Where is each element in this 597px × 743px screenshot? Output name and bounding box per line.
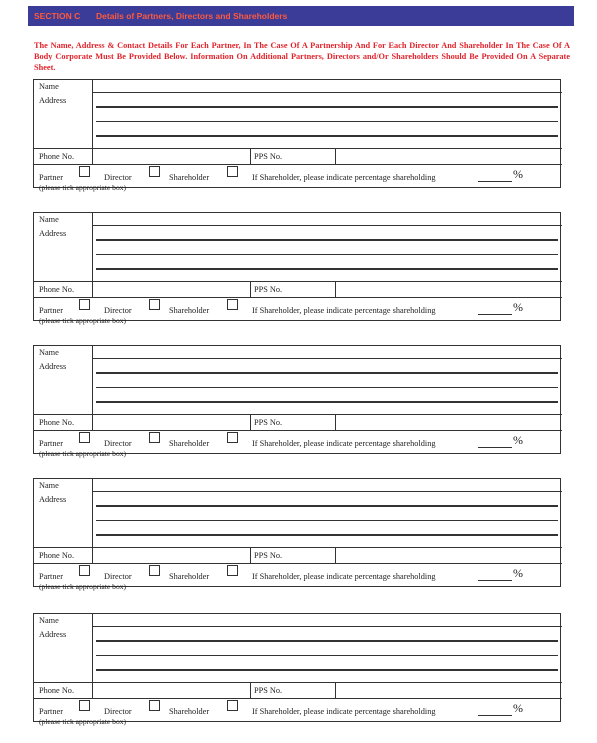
percent-sign: %: [513, 566, 523, 580]
name-label: Name: [39, 82, 59, 91]
pps-label: PPS No.: [254, 285, 283, 294]
percent-sign: %: [513, 167, 523, 181]
director-checkbox[interactable]: [149, 432, 160, 443]
shareholder-label: Shareholder: [169, 572, 210, 581]
partner-entry-block: [33, 613, 561, 726]
phone-pps-divider: [250, 414, 251, 430]
address-line[interactable]: [96, 640, 558, 642]
shareholder-checkbox[interactable]: [227, 166, 238, 177]
row-divider: [34, 414, 562, 415]
pps-label: PPS No.: [254, 418, 283, 427]
shareholder-label: Shareholder: [169, 173, 210, 182]
partner-checkbox[interactable]: [79, 299, 90, 310]
partner-entry-block: [33, 345, 561, 458]
shareholder-checkbox[interactable]: [227, 432, 238, 443]
shareholding-prompt: If Shareholder, please indicate percentage shareholding: [252, 572, 436, 581]
director-checkbox[interactable]: [149, 166, 160, 177]
name-underline: [92, 92, 562, 93]
shareholding-prompt: If Shareholder, please indicate percentage shareholding: [252, 707, 436, 716]
address-line[interactable]: [96, 239, 558, 241]
pps-value-divider: [335, 148, 336, 164]
pps-value-divider: [335, 414, 336, 430]
address-line[interactable]: [96, 106, 558, 108]
phone-label: Phone No.: [39, 418, 75, 427]
percent-sign: %: [513, 300, 523, 314]
director-label: Director: [104, 572, 132, 581]
address-line[interactable]: [96, 534, 558, 536]
address-label: Address: [39, 630, 67, 639]
section-code: SECTION C: [34, 11, 81, 21]
address-line[interactable]: [96, 254, 558, 255]
phone-label: Phone No.: [39, 285, 75, 294]
name-underline: [92, 626, 562, 627]
address-line[interactable]: [96, 121, 558, 122]
phone-label: Phone No.: [39, 686, 75, 695]
name-underline: [92, 358, 562, 359]
shareholding-prompt: If Shareholder, please indicate percentage shareholding: [252, 173, 436, 182]
shareholding-percent-line[interactable]: [478, 447, 512, 448]
row-divider: [34, 148, 562, 149]
shareholding-prompt: If Shareholder, please indicate percentage shareholding: [252, 439, 436, 448]
shareholder-checkbox[interactable]: [227, 299, 238, 310]
pps-value-divider: [335, 682, 336, 698]
shareholding-percent-line[interactable]: [478, 715, 512, 716]
address-line[interactable]: [96, 655, 558, 656]
phone-label: Phone No.: [39, 551, 75, 560]
phone-pps-divider: [250, 148, 251, 164]
director-label: Director: [104, 707, 132, 716]
name-underline: [92, 491, 562, 492]
address-line[interactable]: [96, 372, 558, 374]
address-line[interactable]: [96, 135, 558, 137]
pps-label: PPS No.: [254, 686, 283, 695]
phone-pps-divider: [250, 281, 251, 297]
director-label: Director: [104, 306, 132, 315]
percent-sign: %: [513, 433, 523, 447]
percent-sign: %: [513, 701, 523, 715]
shareholder-label: Shareholder: [169, 439, 210, 448]
address-line[interactable]: [96, 505, 558, 507]
pps-label: PPS No.: [254, 551, 283, 560]
name-label: Name: [39, 481, 59, 490]
section-header-bar: [28, 6, 574, 26]
name-label: Name: [39, 616, 59, 625]
pps-label: PPS No.: [254, 152, 283, 161]
shareholder-checkbox[interactable]: [227, 700, 238, 711]
address-label: Address: [39, 362, 67, 371]
section-title: Details of Partners, Directors and Shareholders: [96, 11, 288, 21]
director-label: Director: [104, 173, 132, 182]
partner-entry-block: [33, 79, 561, 192]
row-divider: [34, 297, 562, 298]
shareholding-percent-line[interactable]: [478, 181, 512, 182]
phone-pps-divider: [250, 682, 251, 698]
director-checkbox[interactable]: [149, 700, 160, 711]
shareholder-label: Shareholder: [169, 306, 210, 315]
partner-checkbox[interactable]: [79, 166, 90, 177]
shareholding-percent-line[interactable]: [478, 580, 512, 581]
partner-checkbox[interactable]: [79, 700, 90, 711]
partner-label: Partner: [39, 707, 63, 716]
address-label: Address: [39, 96, 67, 105]
partner-entry-block: [33, 478, 561, 591]
shareholding-percent-line[interactable]: [478, 314, 512, 315]
name-underline: [92, 225, 562, 226]
address-line[interactable]: [96, 520, 558, 521]
row-divider: [34, 281, 562, 282]
shareholder-label: Shareholder: [169, 707, 210, 716]
address-line[interactable]: [96, 268, 558, 270]
row-divider: [34, 164, 562, 165]
shareholder-checkbox[interactable]: [227, 565, 238, 576]
pps-value-divider: [335, 281, 336, 297]
name-label: Name: [39, 215, 59, 224]
partner-label: Partner: [39, 306, 63, 315]
address-line[interactable]: [96, 669, 558, 671]
address-line[interactable]: [96, 387, 558, 388]
director-checkbox[interactable]: [149, 299, 160, 310]
tick-note: (please tick appropriate box): [39, 582, 127, 591]
address-line[interactable]: [96, 401, 558, 403]
phone-label: Phone No.: [39, 152, 75, 161]
pps-value-divider: [335, 547, 336, 563]
tick-note: (please tick appropriate box): [39, 316, 127, 325]
partner-label: Partner: [39, 173, 63, 182]
phone-pps-divider: [250, 547, 251, 563]
partner-entry-block: [33, 212, 561, 325]
partner-checkbox[interactable]: [79, 565, 90, 576]
tick-note: (please tick appropriate box): [39, 717, 127, 726]
director-label: Director: [104, 439, 132, 448]
partner-label: Partner: [39, 439, 63, 448]
address-label: Address: [39, 495, 67, 504]
tick-note: (please tick appropriate box): [39, 183, 127, 192]
row-divider: [34, 682, 562, 683]
partner-checkbox[interactable]: [79, 432, 90, 443]
row-divider: [34, 698, 562, 699]
row-divider: [34, 547, 562, 548]
name-label: Name: [39, 348, 59, 357]
row-divider: [34, 430, 562, 431]
partner-label: Partner: [39, 572, 63, 581]
address-label: Address: [39, 229, 67, 238]
instructions-text: The Name, Address & Contact Details For Each Partner, In The Case Of A Partnership And For Each Director And Shareholder In The Case Of A Body Corporate Must Be Provided Below. Information On Additional Partners, Directors and/Or Shareholders Should Be Provided On A Separate Sheet.: [34, 41, 570, 73]
director-checkbox[interactable]: [149, 565, 160, 576]
row-divider: [34, 563, 562, 564]
tick-note: (please tick appropriate box): [39, 449, 127, 458]
shareholding-prompt: If Shareholder, please indicate percentage shareholding: [252, 306, 436, 315]
